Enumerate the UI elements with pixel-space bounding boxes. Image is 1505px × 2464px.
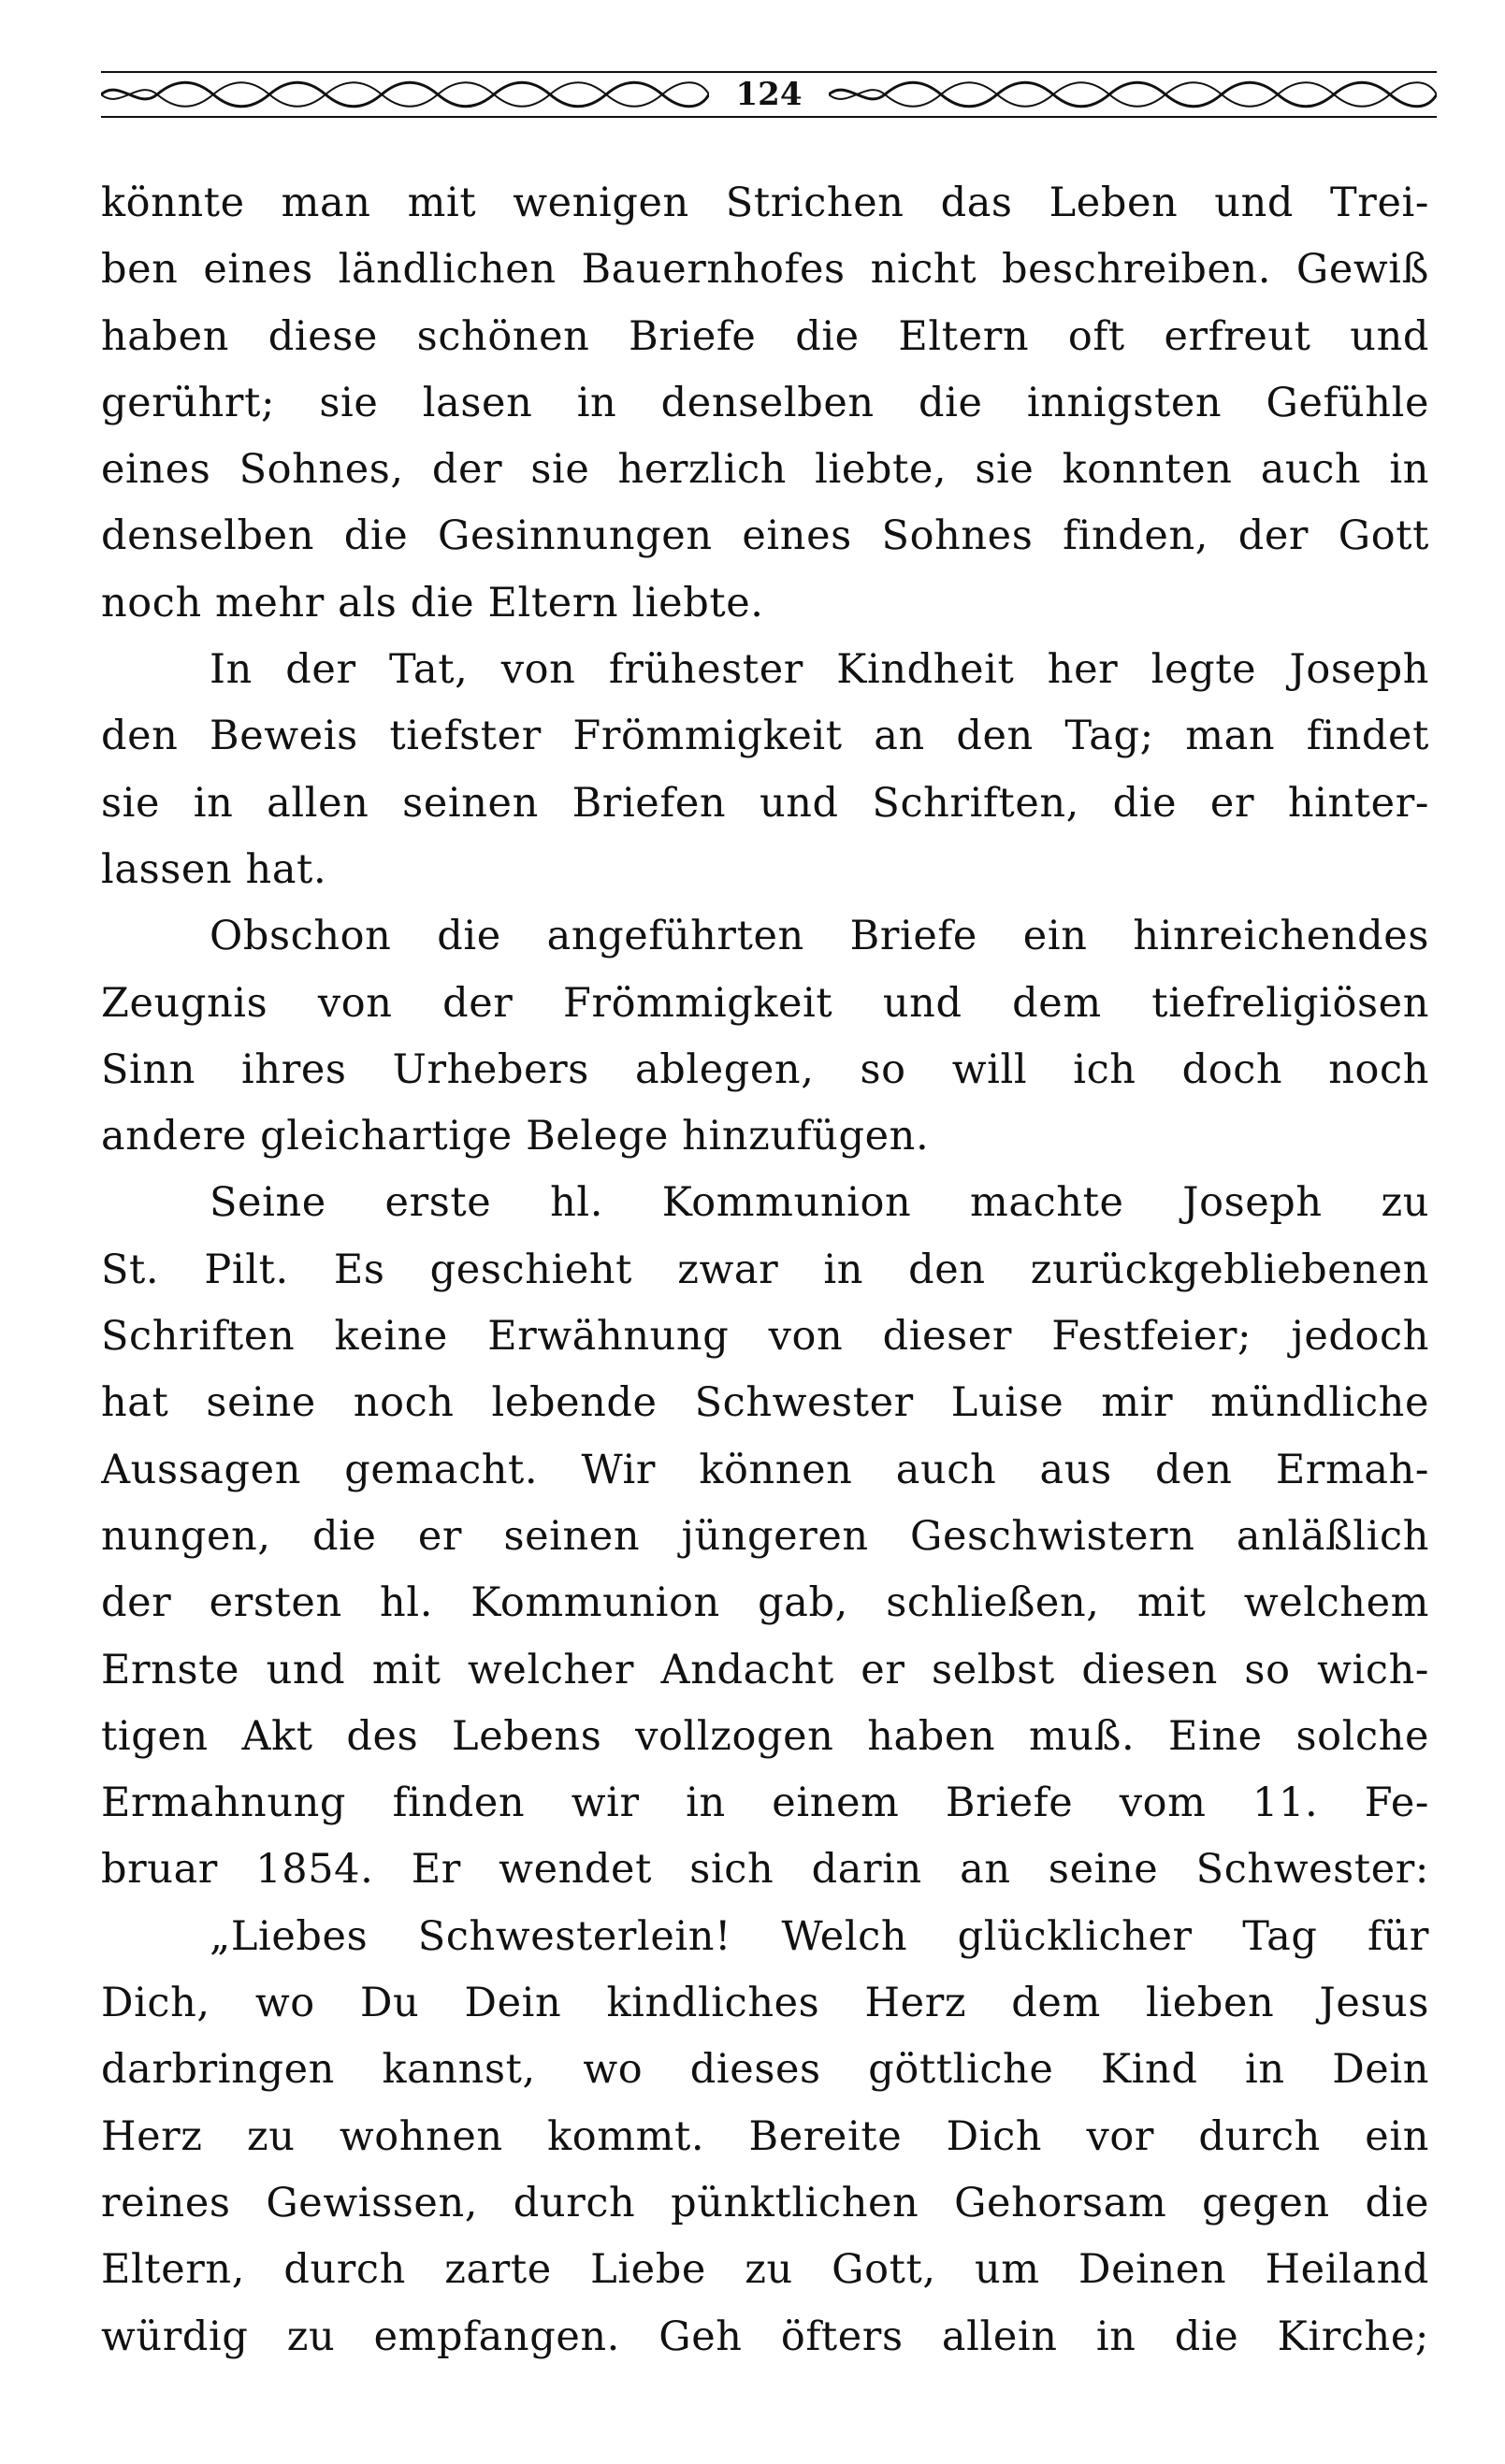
text-line: andere gleichartige Belege hinzufügen.: [101, 1113, 930, 1160]
page-header: [101, 65, 1437, 122]
text-line: Ernste und mit welcher Andacht er selbst diesen so wich-: [101, 1646, 1429, 1693]
text-line: eines Sohnes, der sie herzlich liebte, sie konnten auch in: [101, 446, 1429, 494]
text-line: lassen hat.: [101, 845, 327, 893]
text-line: sie in allen seinen Briefen und Schriften, die er hinter-: [101, 779, 1429, 827]
text-line: tigen Akt des Lebens vollzogen haben muß. Eine solche: [101, 1712, 1429, 1760]
header-ornament-left: [101, 77, 709, 112]
page-body: [101, 170, 1429, 2370]
text-line: Ermahnung finden wir in einem Briefe vom 11. Fe-: [101, 1780, 1429, 1827]
text-line: Schriften keine Erwähnung von dieser Festfeier; jedoch: [101, 1313, 1429, 1361]
header-rule-bottom: [101, 116, 1437, 118]
text-line: den Beweis tiefster Frömmigkeit an den Tag; man findet: [101, 713, 1429, 760]
text-line: „Liebes Schwesterlein! Welch glücklicher Tag für: [210, 1912, 1429, 1960]
text-line: Obschon die angeführten Briefe ein hinreichendes: [210, 913, 1429, 960]
text-line: In der Tat, von frühester Kindheit her legte Joseph: [210, 646, 1429, 694]
text-line: Eltern, durch zarte Liebe zu Gott, um Deinen Heiland: [101, 2246, 1429, 2294]
text-line: Sinn ihres Urhebers ablegen, so will ich doch noch: [101, 1045, 1429, 1093]
text-line: hat seine noch lebende Schwester Luise mir mündliche: [101, 1379, 1429, 1427]
text-line: würdig zu empfangen. Geh öfters allein in die Kirche;: [101, 2313, 1429, 2360]
text-line: Zeugnis von der Frömmigkeit und dem tiefreligiösen: [101, 979, 1429, 1027]
text-line: könnte man mit wenigen Strichen das Leben und Trei-: [101, 180, 1429, 226]
header-rule-top: [101, 71, 1437, 73]
text-line: reines Gewissen, durch pünktlichen Gehorsam gegen die: [101, 2179, 1429, 2226]
text-line: St. Pilt. Es geschieht zwar in den zurückgebliebenen: [101, 1246, 1429, 1293]
text-line: haben diese schönen Briefe die Eltern oft erfreut und: [101, 312, 1429, 360]
text-line: Dich, wo Du Dein kindliches Herz dem lieben Jesus: [101, 1980, 1429, 2027]
text-line: Aussagen gemacht. Wir können auch aus den Ermah-: [101, 1446, 1429, 1493]
text-line: gerührt; sie lasen in denselben die innigsten Gefühle: [101, 379, 1429, 426]
text-line: denselben die Gesinnungen eines Sohnes finden, der Gott: [101, 512, 1429, 560]
text-line: darbringen kannst, wo dieses göttliche Kind in Dein: [101, 2046, 1429, 2094]
text-line: noch mehr als die Eltern liebte.: [101, 579, 764, 627]
text-line: Herz zu wohnen kommt. Bereite Dich vor durch ein: [101, 2112, 1429, 2160]
header-ornament-right: [829, 77, 1437, 112]
text-line: Seine erste hl. Kommunion machte Joseph zu: [210, 1179, 1429, 1227]
text-line: der ersten hl. Kommunion gab, schließen, mit welchem: [101, 1579, 1429, 1627]
text-line: nungen, die er seinen jüngeren Geschwistern anläßlich: [101, 1512, 1429, 1560]
page-number: 124: [735, 76, 803, 113]
text-line: ben eines ländlichen Bauernhofes nicht beschreiben. Gewiß: [101, 246, 1429, 294]
text-line: bruar 1854. Er wendet sich darin an seine Schwester:: [101, 1846, 1429, 1894]
